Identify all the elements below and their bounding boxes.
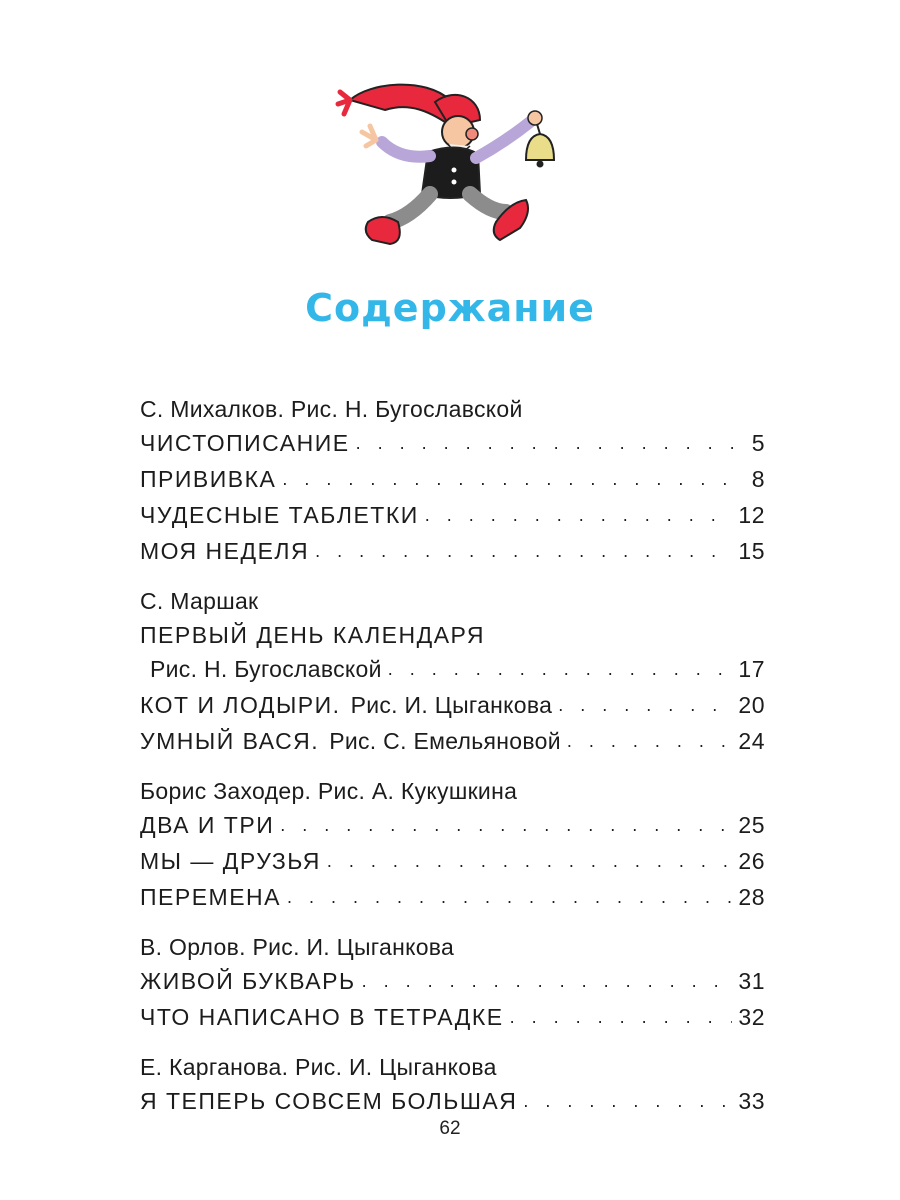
entry-title: ЧТО НАПИСАНО В ТЕТРАДКЕ: [140, 1004, 504, 1030]
section-author: Борис Заходер. Рис. А. Кукушкина: [140, 778, 518, 804]
entry-page: 20: [738, 692, 765, 718]
toc-section: [140, 774, 765, 916]
dot-leader: [362, 964, 733, 998]
toc-entry[interactable]: [140, 1000, 765, 1036]
dot-leader: [558, 688, 732, 722]
toc-section: [140, 930, 765, 1036]
entry-title: ПЕРВЫЙ ДЕНЬ КАЛЕНДАРЯ: [140, 622, 485, 648]
dot-leader: [356, 426, 746, 460]
entry-title: ПЕРЕМЕНА: [140, 884, 282, 910]
toc-entry[interactable]: [140, 844, 765, 880]
entry-title: ПРИВИВКА: [140, 466, 277, 492]
toc-entry[interactable]: [140, 688, 765, 724]
entry-title: МЫ — ДРУЗЬЯ: [140, 848, 321, 874]
entry-title: КОТ И ЛОДЫРИ.: [140, 692, 341, 718]
entry-title: МОЯ НЕДЕЛЯ: [140, 538, 310, 564]
dot-leader: [315, 534, 732, 568]
toc-section: [140, 392, 765, 570]
toc-entry[interactable]: [140, 964, 765, 1000]
entry-page: 24: [738, 728, 765, 754]
dot-leader: [282, 462, 745, 496]
gnome-with-bell-illustration: [330, 72, 570, 277]
toc-section: [140, 1050, 765, 1120]
section-author: Е. Карганова. Рис. И. Цыганкова: [140, 1054, 497, 1080]
entry-title: ЧИСТОПИСАНИЕ: [140, 430, 350, 456]
toc-entry[interactable]: [140, 462, 765, 498]
section-author: С. Маршак: [140, 588, 259, 614]
entry-page: 12: [738, 502, 765, 528]
entry-page: 25: [738, 812, 765, 838]
entry-title: ЖИВОЙ БУКВАРЬ: [140, 968, 356, 994]
entry-page: 32: [738, 1004, 765, 1030]
page-number: 62: [439, 1118, 461, 1139]
dot-leader: [510, 1000, 733, 1034]
dot-leader: [388, 652, 733, 686]
entry-illustrator: Рис. И. Цыганкова: [350, 692, 553, 718]
toc-entry[interactable]: [140, 426, 765, 462]
toc-entry-heading[interactable]: [140, 618, 765, 652]
entry-page: 33: [738, 1088, 765, 1114]
entry-illustrator: Рис. С. Емельяновой: [329, 728, 561, 754]
section-author: С. Михалков. Рис. Н. Бугославской: [140, 396, 523, 422]
entry-page: 17: [738, 656, 765, 682]
entry-page: 5: [751, 430, 765, 456]
toc-entry[interactable]: [140, 1084, 765, 1120]
dot-leader: [280, 808, 732, 842]
entry-page: 8: [751, 466, 765, 492]
toc-entry[interactable]: [140, 808, 765, 844]
dot-leader: [523, 1084, 732, 1118]
entry-title: Я ТЕПЕРЬ СОВСЕМ БОЛЬШАЯ: [140, 1088, 518, 1114]
toc-section: [140, 584, 765, 760]
dot-leader: [567, 724, 733, 758]
dot-leader: [327, 844, 733, 878]
toc-entry[interactable]: [140, 880, 765, 916]
toc-entry[interactable]: [140, 724, 765, 760]
entry-title: ЧУДЕСНЫЕ ТАБЛЕТКИ: [140, 502, 419, 528]
dot-leader: [425, 498, 733, 532]
entry-title: УМНЫЙ ВАСЯ.: [140, 728, 320, 754]
dot-leader: [287, 880, 732, 914]
entry-page: 28: [738, 884, 765, 910]
entry-title: ДВА И ТРИ: [140, 812, 275, 838]
toc-entry-sub[interactable]: [140, 652, 765, 688]
page-title: Содержание: [305, 286, 595, 330]
entry-illustrator: Рис. Н. Бугославской: [150, 656, 382, 682]
entry-page: 31: [738, 968, 765, 994]
entry-page: 15: [738, 538, 765, 564]
entry-page: 26: [738, 848, 765, 874]
section-author: В. Орлов. Рис. И. Цыганкова: [140, 934, 455, 960]
toc-entry[interactable]: [140, 534, 765, 570]
toc-entry[interactable]: [140, 498, 765, 534]
table-of-contents: [140, 392, 765, 1134]
